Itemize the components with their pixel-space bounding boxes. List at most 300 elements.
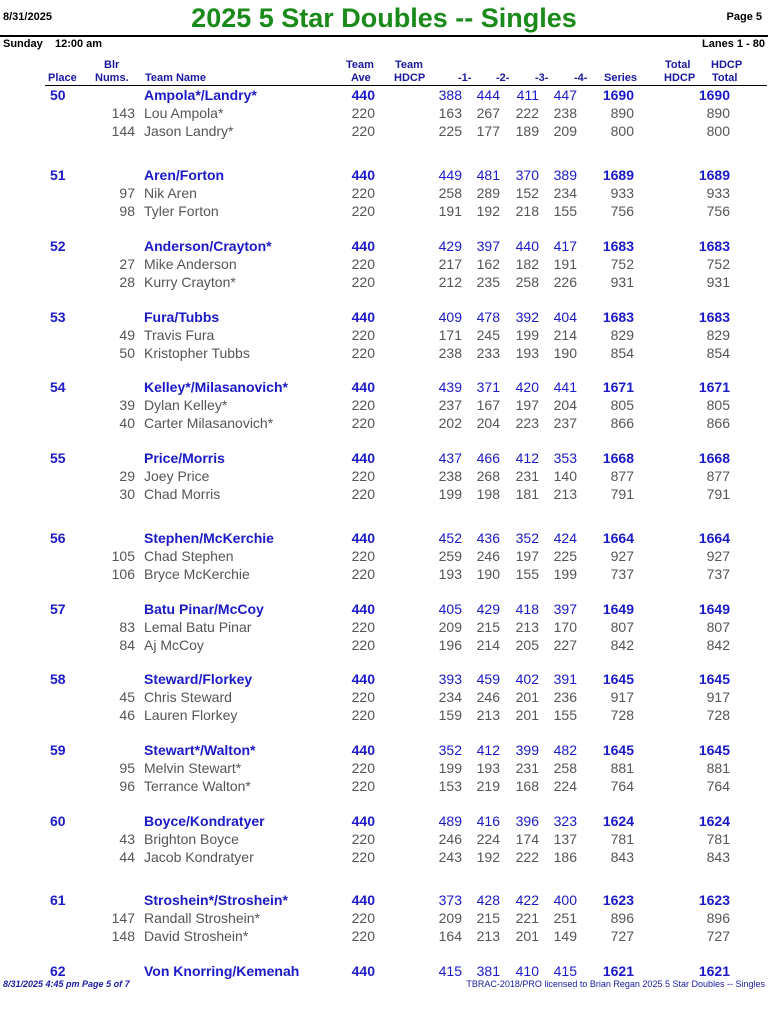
team-game-1: 429 bbox=[438, 238, 462, 254]
col-total-hdcp-bottom: HDCP bbox=[664, 72, 696, 84]
bowler-name: Kristopher Tubbs bbox=[144, 345, 250, 361]
team-name: Batu Pinar/McCoy bbox=[144, 601, 264, 617]
bowler-average: 220 bbox=[351, 760, 375, 776]
team-hdcp-total: 1649 bbox=[698, 601, 730, 617]
session-day-time: Sunday 12:00 am bbox=[3, 38, 103, 50]
bowler-game-4: 209 bbox=[553, 123, 577, 139]
team-block bbox=[0, 167, 768, 227]
bowler-average: 220 bbox=[351, 548, 375, 564]
bowler-game-3: 197 bbox=[515, 397, 539, 413]
bowler-hdcp-total: 927 bbox=[706, 548, 730, 564]
col-place: Place bbox=[48, 72, 77, 84]
bowler-game-2: 289 bbox=[476, 185, 500, 201]
page-number: Page 5 bbox=[726, 11, 762, 23]
bowler-hdcp-total: 829 bbox=[706, 327, 730, 343]
team-row bbox=[0, 379, 768, 396]
team-block bbox=[0, 892, 768, 952]
team-average: 440 bbox=[351, 309, 375, 325]
bowler-game-3: 258 bbox=[515, 274, 539, 290]
bowler-game-2: 192 bbox=[476, 849, 500, 865]
bowler-number: 148 bbox=[111, 928, 135, 944]
bowler-number: 40 bbox=[119, 415, 135, 431]
bowler-game-4: 149 bbox=[553, 928, 577, 944]
team-series: 1683 bbox=[602, 238, 634, 254]
bowler-hdcp-total: 877 bbox=[706, 468, 730, 484]
bowler-game-4: 137 bbox=[553, 831, 577, 847]
team-block bbox=[0, 813, 768, 873]
header-divider bbox=[0, 35, 768, 37]
bowler-game-2: 267 bbox=[476, 105, 500, 121]
bowler-name: Carter Milasanovich* bbox=[144, 415, 274, 431]
bowler-game-3: 223 bbox=[515, 415, 539, 431]
team-hdcp-total: 1668 bbox=[698, 450, 730, 466]
bowler-series: 843 bbox=[610, 849, 634, 865]
bowler-hdcp-total: 843 bbox=[706, 849, 730, 865]
bowler-number: 46 bbox=[119, 707, 135, 723]
team-game-2: 436 bbox=[476, 530, 500, 546]
bowler-game-1: 243 bbox=[438, 849, 462, 865]
bowler-name: David Stroshein* bbox=[144, 928, 249, 944]
team-game-3: 440 bbox=[515, 238, 539, 254]
team-hdcp-total: 1624 bbox=[698, 813, 730, 829]
lanes-range: Lanes 1 - 80 bbox=[702, 38, 765, 50]
team-game-1: 409 bbox=[438, 309, 462, 325]
team-name: Stephen/McKerchie bbox=[144, 530, 274, 546]
bowler-hdcp-total: 896 bbox=[706, 910, 730, 926]
bowler-name: Chad Stephen bbox=[144, 548, 234, 564]
team-average: 440 bbox=[351, 813, 375, 829]
bowler-game-3: 205 bbox=[515, 637, 539, 653]
team-series: 1664 bbox=[602, 530, 634, 546]
bowler-number: 84 bbox=[119, 637, 135, 653]
bowler-game-2: 213 bbox=[476, 707, 500, 723]
team-average: 440 bbox=[351, 601, 375, 617]
bowler-game-2: 219 bbox=[476, 778, 500, 794]
team-name: Kelley*/Milasanovich* bbox=[144, 379, 288, 395]
team-hdcp-total: 1690 bbox=[698, 87, 730, 103]
team-name: Steward/Florkey bbox=[144, 671, 253, 687]
bowler-hdcp-total: 933 bbox=[706, 185, 730, 201]
team-place: 53 bbox=[50, 309, 66, 325]
bowler-number: 29 bbox=[119, 468, 135, 484]
bowler-series: 727 bbox=[610, 928, 634, 944]
bowler-average: 220 bbox=[351, 707, 375, 723]
team-name: Von Knorring/Kemenah bbox=[144, 963, 300, 979]
bowler-number: 50 bbox=[119, 345, 135, 361]
team-game-3: 392 bbox=[515, 309, 539, 325]
col-team-name: Team Name bbox=[145, 72, 206, 84]
team-game-2: 371 bbox=[476, 379, 500, 395]
report-date: 8/31/2025 bbox=[3, 11, 52, 23]
bowler-game-2: 246 bbox=[476, 548, 500, 564]
bowler-average: 220 bbox=[351, 415, 375, 431]
team-series: 1649 bbox=[602, 601, 634, 617]
team-hdcp-total: 1664 bbox=[698, 530, 730, 546]
bowler-average: 220 bbox=[351, 486, 375, 502]
bowler-game-1: 259 bbox=[438, 548, 462, 564]
bowler-game-1: 258 bbox=[438, 185, 462, 201]
team-game-4: 323 bbox=[553, 813, 577, 829]
team-game-4: 353 bbox=[553, 450, 577, 466]
team-hdcp-total: 1645 bbox=[698, 671, 730, 687]
bowler-game-3: 197 bbox=[515, 548, 539, 564]
team-game-2: 459 bbox=[476, 671, 500, 687]
bowler-name: Chad Morris bbox=[144, 486, 221, 502]
bowler-game-4: 190 bbox=[553, 345, 577, 361]
bowler-series: 807 bbox=[610, 619, 634, 635]
col-blr-bottom: Nums. bbox=[95, 72, 129, 84]
team-series: 1689 bbox=[602, 167, 634, 183]
bowler-number: 44 bbox=[119, 849, 135, 865]
bowler-hdcp-total: 727 bbox=[706, 928, 730, 944]
team-hdcp-total: 1623 bbox=[698, 892, 730, 908]
bowler-game-4: 199 bbox=[553, 566, 577, 582]
team-row bbox=[0, 87, 768, 104]
team-game-4: 391 bbox=[553, 671, 577, 687]
bowler-hdcp-total: 805 bbox=[706, 397, 730, 413]
team-place: 50 bbox=[50, 87, 66, 103]
team-game-2: 478 bbox=[476, 309, 500, 325]
bowler-game-3: 189 bbox=[515, 123, 539, 139]
bowler-game-3: 201 bbox=[515, 928, 539, 944]
team-game-4: 441 bbox=[553, 379, 577, 395]
bowler-game-2: 245 bbox=[476, 327, 500, 343]
bowler-average: 220 bbox=[351, 637, 375, 653]
bowler-series: 829 bbox=[610, 327, 634, 343]
team-row bbox=[0, 309, 768, 326]
team-game-2: 397 bbox=[476, 238, 500, 254]
bowler-game-1: 193 bbox=[438, 566, 462, 582]
bowler-average: 220 bbox=[351, 345, 375, 361]
bowler-hdcp-total: 881 bbox=[706, 760, 730, 776]
bowler-number: 43 bbox=[119, 831, 135, 847]
team-name: Aren/Forton bbox=[144, 167, 225, 183]
bowler-game-1: 196 bbox=[438, 637, 462, 653]
team-block bbox=[0, 963, 768, 1023]
bowler-series: 890 bbox=[610, 105, 634, 121]
bowler-game-1: 163 bbox=[438, 105, 462, 121]
team-row bbox=[0, 813, 768, 830]
bowler-name: Tyler Forton bbox=[144, 203, 219, 219]
team-game-3: 402 bbox=[515, 671, 539, 687]
bowler-game-4: 236 bbox=[553, 689, 577, 705]
bowler-game-1: 246 bbox=[438, 831, 462, 847]
bowler-game-1: 159 bbox=[438, 707, 462, 723]
bowler-game-1: 153 bbox=[438, 778, 462, 794]
bowler-name: Bryce McKerchie bbox=[144, 566, 250, 582]
bowler-hdcp-total: 800 bbox=[706, 123, 730, 139]
bowler-average: 220 bbox=[351, 689, 375, 705]
bowler-game-3: 193 bbox=[515, 345, 539, 361]
bowler-game-4: 155 bbox=[553, 707, 577, 723]
col-game3: -3- bbox=[535, 72, 549, 84]
team-game-3: 418 bbox=[515, 601, 539, 617]
bowler-game-3: 155 bbox=[515, 566, 539, 582]
bowler-name: Mike Anderson bbox=[144, 256, 237, 272]
bowler-average: 220 bbox=[351, 327, 375, 343]
bowler-game-3: 231 bbox=[515, 760, 539, 776]
bowler-hdcp-total: 752 bbox=[706, 256, 730, 272]
bowler-game-2: 215 bbox=[476, 619, 500, 635]
bowler-game-1: 234 bbox=[438, 689, 462, 705]
col-team-hdcp-bottom: HDCP bbox=[394, 72, 426, 84]
bowler-series: 756 bbox=[610, 203, 634, 219]
bowler-game-3: 199 bbox=[515, 327, 539, 343]
team-game-1: 352 bbox=[438, 742, 462, 758]
bowler-game-1: 209 bbox=[438, 619, 462, 635]
team-game-3: 396 bbox=[515, 813, 539, 829]
bowler-average: 220 bbox=[351, 566, 375, 582]
bowler-game-3: 174 bbox=[515, 831, 539, 847]
bowler-game-3: 182 bbox=[515, 256, 539, 272]
bowler-number: 95 bbox=[119, 760, 135, 776]
team-game-2: 444 bbox=[476, 87, 500, 103]
bowler-average: 220 bbox=[351, 468, 375, 484]
bowler-name: Lauren Florkey bbox=[144, 707, 238, 723]
bowler-hdcp-total: 807 bbox=[706, 619, 730, 635]
bowler-game-3: 222 bbox=[515, 849, 539, 865]
bowler-series: 791 bbox=[610, 486, 634, 502]
team-series: 1624 bbox=[602, 813, 634, 829]
col-team-ave-bottom: Ave bbox=[351, 72, 371, 84]
team-hdcp-total: 1683 bbox=[698, 309, 730, 325]
bowler-game-4: 227 bbox=[553, 637, 577, 653]
bowler-hdcp-total: 764 bbox=[706, 778, 730, 794]
team-series: 1645 bbox=[602, 742, 634, 758]
bowler-game-2: 213 bbox=[476, 928, 500, 944]
col-total-hdcp-top: Total bbox=[665, 59, 691, 71]
team-game-1: 452 bbox=[438, 530, 462, 546]
team-game-2: 466 bbox=[476, 450, 500, 466]
bowler-game-4: 186 bbox=[553, 849, 577, 865]
bowler-game-2: 204 bbox=[476, 415, 500, 431]
team-block bbox=[0, 601, 768, 661]
bowler-game-4: 213 bbox=[553, 486, 577, 502]
bowler-name: Lou Ampola* bbox=[144, 105, 224, 121]
team-game-4: 400 bbox=[553, 892, 577, 908]
bowler-game-2: 233 bbox=[476, 345, 500, 361]
col-series: Series bbox=[604, 72, 638, 84]
bowler-series: 866 bbox=[610, 415, 634, 431]
bowler-game-2: 190 bbox=[476, 566, 500, 582]
team-game-4: 415 bbox=[553, 963, 577, 979]
team-game-1: 405 bbox=[438, 601, 462, 617]
bowler-number: 39 bbox=[119, 397, 135, 413]
bowler-hdcp-total: 781 bbox=[706, 831, 730, 847]
bowler-game-3: 201 bbox=[515, 689, 539, 705]
team-row bbox=[0, 671, 768, 688]
col-team-hdcp-top: Team bbox=[395, 59, 423, 71]
col-hdcp-total-bottom: Total bbox=[712, 72, 738, 84]
bowler-series: 842 bbox=[610, 637, 634, 653]
bowler-game-3: 222 bbox=[515, 105, 539, 121]
bowler-series: 896 bbox=[610, 910, 634, 926]
team-game-1: 449 bbox=[438, 167, 462, 183]
team-row bbox=[0, 892, 768, 909]
bowler-series: 933 bbox=[610, 185, 634, 201]
team-place: 52 bbox=[50, 238, 66, 254]
team-game-4: 482 bbox=[553, 742, 577, 758]
team-game-3: 411 bbox=[516, 87, 539, 103]
bowler-game-3: 218 bbox=[515, 203, 539, 219]
team-block bbox=[0, 742, 768, 802]
bowler-name: Chris Steward bbox=[144, 689, 232, 705]
bowler-hdcp-total: 842 bbox=[706, 637, 730, 653]
col-team-ave-top: Team bbox=[346, 59, 374, 71]
bowler-series: 917 bbox=[610, 689, 634, 705]
col-blr-top: Blr bbox=[104, 59, 120, 71]
team-name: Boyce/Kondratyer bbox=[144, 813, 265, 829]
team-average: 440 bbox=[351, 450, 375, 466]
team-game-4: 447 bbox=[553, 87, 577, 103]
team-average: 440 bbox=[351, 379, 375, 395]
footer-print-info: 8/31/2025 4:45 pm Page 5 of 7 bbox=[3, 979, 130, 989]
team-place: 57 bbox=[50, 601, 66, 617]
bowler-game-1: 164 bbox=[438, 928, 462, 944]
bowler-game-2: 162 bbox=[476, 256, 500, 272]
team-game-3: 352 bbox=[515, 530, 539, 546]
bowler-name: Lemal Batu Pinar bbox=[144, 619, 252, 635]
bowler-number: 49 bbox=[119, 327, 135, 343]
bowler-game-1: 209 bbox=[438, 910, 462, 926]
bowler-series: 931 bbox=[610, 274, 634, 290]
col-game4: -4- bbox=[574, 72, 588, 84]
footer-license: TBRAC-2018/PRO licensed to Brian Regan 2025 5 Star Doubles -- Singles bbox=[466, 979, 765, 989]
team-name: Anderson/Crayton* bbox=[144, 238, 272, 254]
bowler-series: 805 bbox=[610, 397, 634, 413]
team-block bbox=[0, 671, 768, 731]
team-game-1: 393 bbox=[438, 671, 462, 687]
team-series: 1690 bbox=[602, 87, 634, 103]
team-place: 54 bbox=[50, 379, 66, 395]
team-name: Ampola*/Landry* bbox=[144, 87, 257, 103]
team-game-3: 410 bbox=[515, 963, 539, 979]
team-hdcp-total: 1689 bbox=[698, 167, 730, 183]
team-row bbox=[0, 963, 768, 980]
team-game-3: 412 bbox=[515, 450, 539, 466]
bowler-series: 737 bbox=[610, 566, 634, 582]
bowler-game-1: 171 bbox=[438, 327, 462, 343]
team-game-3: 370 bbox=[515, 167, 539, 183]
bowler-name: Travis Fura bbox=[144, 327, 215, 343]
bowler-game-1: 199 bbox=[438, 760, 462, 776]
bowler-number: 147 bbox=[111, 910, 135, 926]
col-game2: -2- bbox=[496, 72, 510, 84]
team-game-2: 416 bbox=[476, 813, 500, 829]
team-game-2: 428 bbox=[476, 892, 500, 908]
team-hdcp-total: 1645 bbox=[698, 742, 730, 758]
team-row bbox=[0, 530, 768, 547]
team-series: 1621 bbox=[602, 963, 634, 979]
bowler-name: Joey Price bbox=[144, 468, 210, 484]
col-game1: -1- bbox=[458, 72, 472, 84]
bowler-number: 30 bbox=[119, 486, 135, 502]
bowler-number: 45 bbox=[119, 689, 135, 705]
team-hdcp-total: 1671 bbox=[698, 379, 730, 395]
team-game-4: 404 bbox=[553, 309, 577, 325]
bowler-number: 96 bbox=[119, 778, 135, 794]
bowler-hdcp-total: 791 bbox=[706, 486, 730, 502]
team-series: 1671 bbox=[602, 379, 634, 395]
bowler-hdcp-total: 854 bbox=[706, 345, 730, 361]
bowler-game-4: 204 bbox=[553, 397, 577, 413]
team-place: 61 bbox=[50, 892, 66, 908]
bowler-name: Kurry Crayton* bbox=[144, 274, 236, 290]
bowler-name: Dylan Kelley* bbox=[144, 397, 228, 413]
bowler-series: 752 bbox=[610, 256, 634, 272]
team-game-1: 439 bbox=[438, 379, 462, 395]
bowler-series: 800 bbox=[610, 123, 634, 139]
bowler-game-4: 237 bbox=[553, 415, 577, 431]
team-game-4: 424 bbox=[553, 530, 577, 546]
bowler-game-3: 221 bbox=[515, 910, 539, 926]
team-block bbox=[0, 530, 768, 590]
team-average: 440 bbox=[351, 963, 375, 979]
bowler-hdcp-total: 931 bbox=[706, 274, 730, 290]
bowler-game-1: 191 bbox=[438, 203, 462, 219]
bowler-name: Jason Landry* bbox=[144, 123, 234, 139]
bowler-game-2: 224 bbox=[476, 831, 500, 847]
team-series: 1668 bbox=[602, 450, 634, 466]
bowler-game-1: 238 bbox=[438, 468, 462, 484]
bowler-series: 854 bbox=[610, 345, 634, 361]
bowler-average: 220 bbox=[351, 831, 375, 847]
bowler-name: Melvin Stewart* bbox=[144, 760, 242, 776]
team-game-3: 399 bbox=[515, 742, 539, 758]
team-average: 440 bbox=[351, 167, 375, 183]
bowler-series: 781 bbox=[610, 831, 634, 847]
bowler-number: 28 bbox=[119, 274, 135, 290]
bowler-hdcp-total: 917 bbox=[706, 689, 730, 705]
team-game-4: 397 bbox=[553, 601, 577, 617]
bowler-name: Jacob Kondratyer bbox=[144, 849, 254, 865]
bowler-average: 220 bbox=[351, 928, 375, 944]
team-name: Price/Morris bbox=[144, 450, 225, 466]
team-average: 440 bbox=[351, 742, 375, 758]
team-place: 60 bbox=[50, 813, 66, 829]
team-game-3: 422 bbox=[515, 892, 539, 908]
team-game-3: 420 bbox=[515, 379, 539, 395]
bowler-game-2: 268 bbox=[476, 468, 500, 484]
bowler-game-4: 226 bbox=[553, 274, 577, 290]
team-average: 440 bbox=[351, 238, 375, 254]
bowler-game-3: 181 bbox=[515, 486, 539, 502]
team-game-4: 389 bbox=[553, 167, 577, 183]
bowler-hdcp-total: 728 bbox=[706, 707, 730, 723]
bowler-game-2: 193 bbox=[476, 760, 500, 776]
bowler-game-3: 152 bbox=[515, 185, 539, 201]
bowler-game-4: 214 bbox=[553, 327, 577, 343]
team-game-2: 481 bbox=[476, 167, 500, 183]
team-place: 59 bbox=[50, 742, 66, 758]
team-game-1: 489 bbox=[438, 813, 462, 829]
bowler-series: 728 bbox=[610, 707, 634, 723]
team-average: 440 bbox=[351, 892, 375, 908]
bowler-average: 220 bbox=[351, 910, 375, 926]
bowler-game-3: 201 bbox=[515, 707, 539, 723]
bowler-game-1: 202 bbox=[438, 415, 462, 431]
team-game-2: 429 bbox=[476, 601, 500, 617]
bowler-game-4: 238 bbox=[553, 105, 577, 121]
team-row bbox=[0, 450, 768, 467]
column-header-divider bbox=[45, 85, 767, 86]
bowler-name: Randall Stroshein* bbox=[144, 910, 260, 926]
bowler-game-1: 225 bbox=[438, 123, 462, 139]
col-hdcp-total-top: HDCP bbox=[711, 59, 743, 71]
bowler-game-2: 246 bbox=[476, 689, 500, 705]
bowler-number: 97 bbox=[119, 185, 135, 201]
bowler-game-2: 198 bbox=[476, 486, 500, 502]
